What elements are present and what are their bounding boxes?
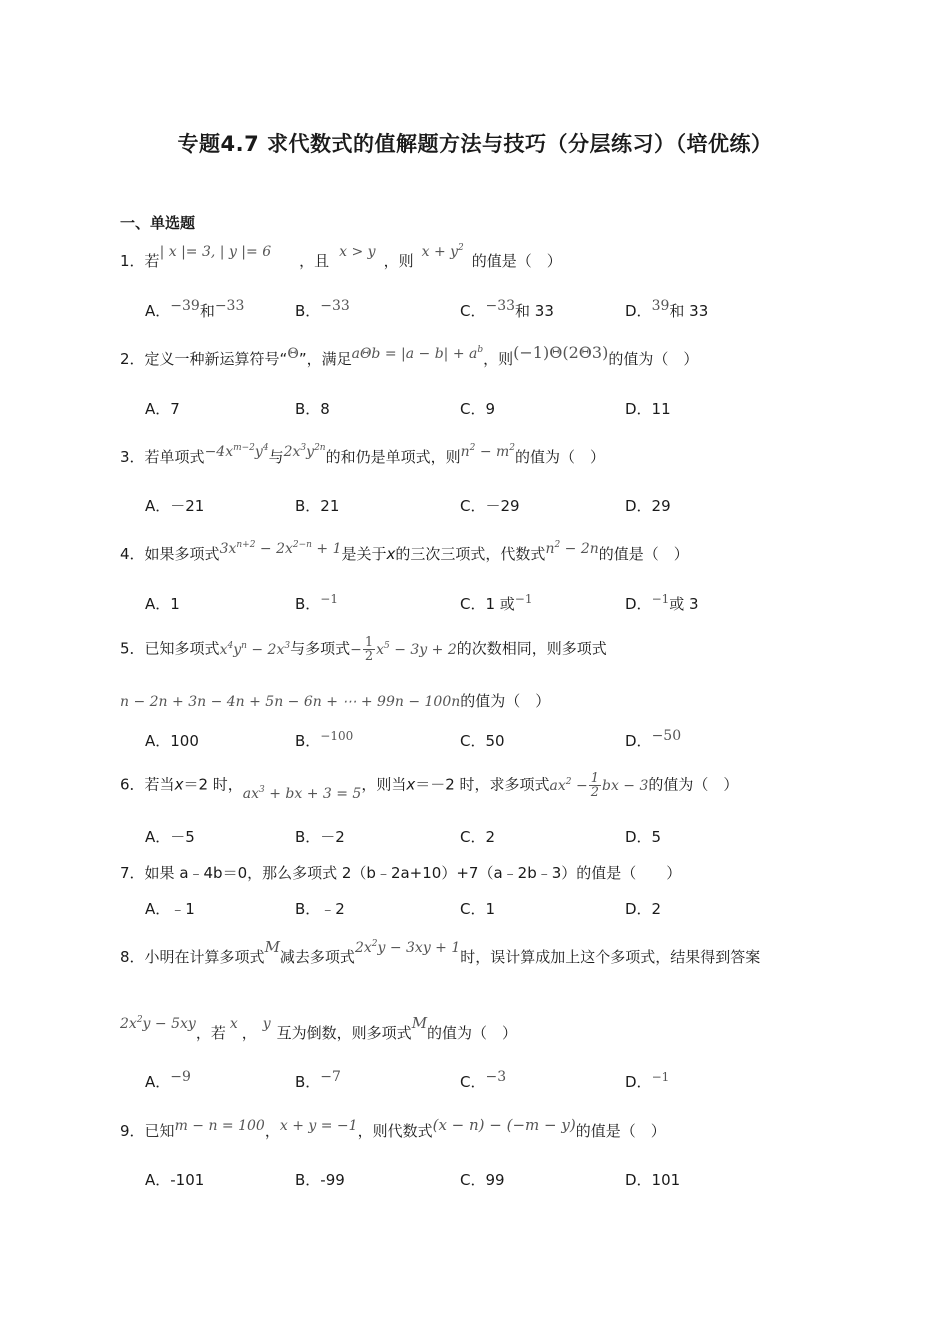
option-d[interactable]: D．11 xyxy=(625,400,671,418)
math-expression: (x − n) − (−m − y) xyxy=(432,1116,576,1134)
option-a[interactable]: A．﹣1 xyxy=(145,900,195,918)
math-expression: $ax^2$ − $\frac{1}{2}$ bx − 3 xyxy=(549,771,649,800)
question-3: 3．若单项式$-4x^{m-2}y^4$与$2x^3y^{2n}$的和仍是单项式，则$n^2 - m^2$的值为（ ） xyxy=(120,443,606,466)
math-expression: x + y = −1 xyxy=(279,1118,358,1134)
question-1 xyxy=(120,243,562,271)
option-a[interactable]: A．-101 xyxy=(145,1171,205,1189)
question-number: 3． xyxy=(120,448,145,466)
question-text: 若 xyxy=(144,252,160,270)
option-b[interactable]: B．$^{-1}$ xyxy=(295,592,338,613)
question-number: 9． xyxy=(120,1122,145,1140)
question-number: 4． xyxy=(120,545,145,563)
math-expression: $2x^2y - 5xy$ xyxy=(120,1015,196,1032)
question-6: 6．若当x＝2 时，$ax^3$ + bx + 3 = 5，则当x＝－2 时，求多项式$ax^2$ − $\frac{1}{2}$ bx − 3的值为（ ） xyxy=(120,771,739,802)
page-title: 专题4.7 求代数式的值解题方法与技巧（分层练习）（培优练） xyxy=(177,132,773,156)
math-expression: | x |= 3, | y |= 6 xyxy=(159,244,272,260)
math-expression: Θ xyxy=(287,346,299,362)
option-c[interactable]: C．1 或$^{-1}$ xyxy=(460,592,533,613)
option-c[interactable]: C．9 xyxy=(460,400,496,418)
question-number: 5． xyxy=(120,639,145,658)
math-expression: $n^2 - 2n$ xyxy=(545,540,599,557)
option-b[interactable]: B．−33 xyxy=(295,298,350,320)
math-expression: − $\frac{1}{2}$ $x^5 - 3y + 2$ xyxy=(350,635,457,664)
question-number: 1． xyxy=(120,252,145,270)
option-a[interactable]: A．100 xyxy=(145,732,199,750)
question-text: 如果 a﹣4b＝0，那么多项式 2（b﹣2a+10）+7（a﹣2b﹣3）的值是（ ） xyxy=(144,864,682,882)
section-heading: 一、单选题 xyxy=(120,214,196,232)
option-d[interactable]: D．39和 33 xyxy=(625,298,709,320)
option-c[interactable]: C．99 xyxy=(460,1171,505,1189)
question-text: ，则 xyxy=(383,252,414,270)
option-b[interactable]: B．21 xyxy=(295,497,340,515)
option-a[interactable]: A．−39和−33 xyxy=(145,298,245,320)
question-9: 9．已知m − n = 100，x + y = −1，则代数式(x − n) − (−m − y)的值是（ ） xyxy=(120,1116,666,1140)
math-expression: x > y xyxy=(339,244,376,260)
question-5: 5．已知多项式$x^4y^n - 2x^3$与多项式− $\frac{1}{2}$ $x^5 - 3y + 2$的次数相同，则多项式 xyxy=(120,635,607,664)
question-number: 2． xyxy=(120,350,145,368)
question-number: 6． xyxy=(120,775,145,794)
option-c[interactable]: C．1 xyxy=(460,900,496,918)
math-expression: $3x^{n+2} - 2x^{2-n} + 1$ xyxy=(219,540,342,557)
math-expression: $x + y^2$ xyxy=(421,243,464,260)
option-d[interactable]: D．−50 xyxy=(625,728,682,750)
option-b[interactable]: B．﹣2 xyxy=(295,900,345,918)
option-c[interactable]: C．2 xyxy=(460,828,496,846)
option-c[interactable]: C．50 xyxy=(460,732,505,750)
option-b[interactable]: B．$^{-100}$ xyxy=(295,729,354,750)
option-a[interactable]: A．－21 xyxy=(145,497,205,515)
math-expression: $-4x^{m-2}y^4$ xyxy=(204,443,269,460)
question-text: 的值是（ ） xyxy=(471,252,562,270)
option-d[interactable]: D．101 xyxy=(625,1171,681,1189)
question-2: 2．定义一种新运算符号“Θ”，满足$a\Theta b = |a - b| + a^b$，则(−1)Θ(2Θ3)的值为（ ） xyxy=(120,343,699,368)
option-d[interactable]: D．29 xyxy=(625,497,671,515)
option-c[interactable]: C．−33和 33 xyxy=(460,298,554,320)
option-d[interactable]: D．$^{-1}$ xyxy=(625,1070,670,1091)
question-7 xyxy=(120,862,681,883)
question-text: ，且 xyxy=(299,252,330,270)
option-b[interactable]: B．−7 xyxy=(295,1069,341,1091)
option-b[interactable]: B．8 xyxy=(295,400,330,418)
math-expression: $2x^2y - 3xy + 1$ xyxy=(354,939,461,956)
question-8-continuation: $2x^2y - 5xy$，若 x ， y 互为倒数，则多项式M的值为（ ） xyxy=(120,1014,518,1042)
math-expression: (−1)Θ(2Θ3) xyxy=(513,343,609,362)
option-d[interactable]: D．5 xyxy=(625,828,662,846)
question-number: 7． xyxy=(120,864,145,882)
option-b[interactable]: B．-99 xyxy=(295,1171,345,1189)
math-expression: m − n = 100 xyxy=(174,1118,265,1134)
math-expression: $a\Theta b = |a - b| + a^b$ xyxy=(351,345,484,362)
question-8: 8．小明在计算多项式M减去多项式$2x^2y - 3xy + 1$时，误计算成加上这个多项式，结果得到答案 xyxy=(120,938,761,966)
math-expression: $2x^3y^{2n}$ xyxy=(283,443,326,460)
question-number: 8． xyxy=(120,948,145,966)
option-a[interactable]: A．－5 xyxy=(145,828,195,846)
option-d[interactable]: D．$^{-1}$或 3 xyxy=(625,592,699,613)
option-c[interactable]: C．−3 xyxy=(460,1069,507,1091)
math-expression: M xyxy=(264,938,280,956)
math-expression: $x^4y^n - 2x^3$ xyxy=(219,640,291,658)
math-expression: n − 2n + 3n − 4n + 5n − 6n + ⋯ + 99n − 100n xyxy=(120,694,461,710)
question-4: 4．如果多项式$3x^{n+2} - 2x^{2-n} + 1$是关于x的三次三项式，代数式$n^2 - 2n$的值是（ ） xyxy=(120,540,689,563)
math-expression: $n^2 - m^2$ xyxy=(460,443,516,460)
question-5-continuation: n − 2n + 3n − 4n + 5n − 6n + ⋯ + 99n − 100n的值为（ ） xyxy=(120,692,551,710)
option-b[interactable]: B．－2 xyxy=(295,828,345,846)
option-c[interactable]: C．－29 xyxy=(460,497,520,515)
math-expression: $ax^3$ + bx + 3 = 5 xyxy=(242,784,362,802)
option-a[interactable]: A．7 xyxy=(145,400,180,418)
option-d[interactable]: D．2 xyxy=(625,900,662,918)
option-a[interactable]: A．1 xyxy=(145,595,180,613)
option-a[interactable]: A．−9 xyxy=(145,1069,191,1091)
